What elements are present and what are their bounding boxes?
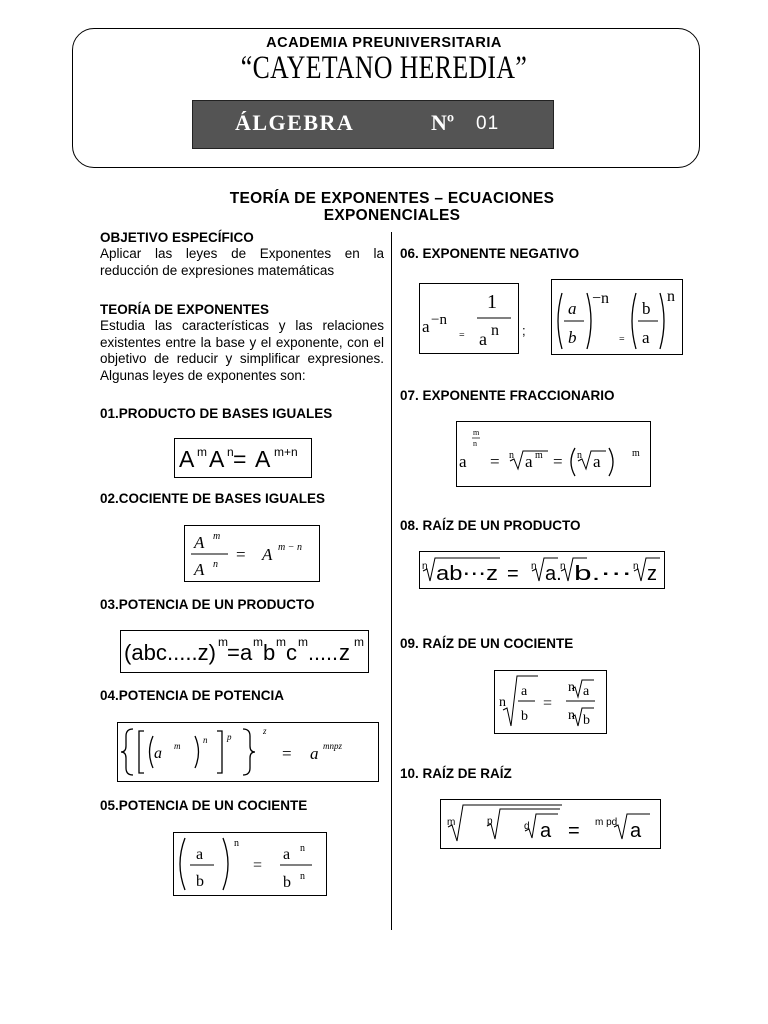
f07-root-index-2: n bbox=[577, 450, 582, 461]
formula-06b-box bbox=[551, 279, 683, 355]
law-number: 02. bbox=[100, 491, 119, 506]
formula-03-box bbox=[120, 630, 369, 673]
f04-exp-m: m bbox=[174, 741, 181, 751]
f08-term-z: z bbox=[647, 563, 657, 585]
f10-index-p: p bbox=[487, 816, 493, 827]
f02-den-exp: n bbox=[213, 559, 218, 570]
title-line-1: TEORÍA DE EXPONENTES – ECUACIONES bbox=[229, 190, 555, 207]
f09-index-1: n bbox=[499, 695, 506, 710]
f04-exp-z: z bbox=[263, 726, 267, 736]
f06b-equals: = bbox=[619, 334, 625, 345]
f03-a: a bbox=[240, 640, 253, 665]
law-title: COCIENTE DE BASES IGUALES bbox=[118, 491, 326, 506]
f02-result-exp: m − n bbox=[278, 542, 302, 553]
f09-index-3: n bbox=[568, 708, 575, 723]
f01-exp-n: n bbox=[227, 445, 234, 459]
f08-index-1: n bbox=[422, 561, 428, 572]
f08-radicand: ab⋯z bbox=[436, 563, 498, 585]
f06-base: a bbox=[422, 317, 430, 336]
f03-dots: ..... bbox=[308, 640, 338, 665]
f03-a-exp: m bbox=[253, 635, 263, 649]
f03-equals: = bbox=[227, 640, 240, 665]
subject-label: ÁLGEBRA bbox=[235, 110, 355, 135]
f02-num-exp: m bbox=[213, 531, 221, 542]
f05-result-num: a bbox=[283, 846, 291, 863]
law-number: 10. bbox=[400, 766, 419, 781]
formula-08-box bbox=[419, 551, 665, 589]
f07-equals-2: = bbox=[553, 452, 563, 471]
f10-radicand: a bbox=[540, 820, 552, 842]
f04-result-exp: mnpz bbox=[323, 741, 343, 751]
f03-b: b bbox=[263, 640, 276, 665]
law-05-heading bbox=[100, 798, 307, 813]
f02-den-base: A bbox=[194, 560, 205, 579]
f05-result-num-exp: n bbox=[300, 843, 305, 854]
f09-res-den: b bbox=[583, 713, 590, 728]
f08-term-b: b.⋯ bbox=[574, 563, 632, 585]
law-title: EXPONENTE FRACCIONARIO bbox=[422, 388, 615, 403]
f01-exp-sum: m+n bbox=[274, 445, 298, 459]
law-title: POTENCIA DE POTENCIA bbox=[118, 688, 285, 703]
formula-02-box bbox=[184, 525, 320, 582]
formula-05-box bbox=[173, 832, 327, 896]
formula-10-box bbox=[440, 799, 661, 849]
law-06-heading bbox=[400, 246, 579, 261]
f07-exp-m: m bbox=[473, 428, 480, 437]
f05-exp-n: n bbox=[234, 838, 239, 849]
f08-index-2: n bbox=[531, 561, 537, 572]
f05-equals: = bbox=[253, 857, 263, 874]
theory-text: Estudia las características y las relaciones existentes entre la base y el exponente, con el objetivo de reducir y simplificar expresiones. Algunas leyes de exponentes son: bbox=[100, 318, 384, 383]
f01-base-1: A bbox=[179, 446, 195, 472]
law-10-heading bbox=[400, 766, 512, 781]
f03-b-exp: m bbox=[276, 635, 286, 649]
formula-06a-box bbox=[419, 283, 519, 354]
law-07-heading bbox=[400, 388, 615, 403]
formula-09-box bbox=[494, 670, 607, 734]
f02-result-base: A bbox=[262, 545, 273, 564]
f01-exp-m: m bbox=[197, 445, 207, 459]
f08-index-4: n bbox=[633, 561, 639, 572]
law-03-heading bbox=[100, 597, 315, 612]
f07-root-index-1: n bbox=[509, 450, 514, 461]
f02-num-base: A bbox=[194, 533, 205, 552]
law-title: POTENCIA DE UN COCIENTE bbox=[118, 798, 308, 813]
law-number: 06. bbox=[400, 246, 419, 261]
formula-04-box bbox=[117, 722, 379, 782]
law-number: 05. bbox=[100, 798, 119, 813]
f06b-res-num: b bbox=[642, 299, 651, 318]
law-02-heading bbox=[100, 491, 325, 506]
f10-index-mpd: m pd bbox=[595, 817, 618, 828]
law-number: 04. bbox=[100, 688, 119, 703]
number-label: Nº bbox=[431, 110, 455, 135]
f07-base: a bbox=[459, 452, 467, 471]
f01-base-2: A bbox=[209, 446, 225, 472]
law-number: 07. bbox=[400, 388, 419, 403]
f08-equals: = bbox=[507, 563, 519, 585]
f06b-exp-neg: −n bbox=[592, 290, 610, 307]
f06b-exp-n: n bbox=[667, 288, 675, 305]
formula-07-box bbox=[456, 421, 651, 487]
document-title bbox=[100, 190, 684, 224]
column-divider bbox=[391, 232, 392, 930]
title-line-2: EXPONENCIALES bbox=[323, 207, 461, 224]
law-01-heading bbox=[100, 406, 332, 421]
f03-z-exp: m bbox=[354, 635, 364, 649]
f03-c: c bbox=[286, 640, 297, 665]
f10-result-radicand: a bbox=[630, 820, 642, 842]
f01-equals: = bbox=[233, 446, 247, 472]
law-title: PRODUCTO DE BASES IGUALES bbox=[118, 406, 333, 421]
objective-text: Aplicar las leyes de Exponentes en la reducción de expresiones matemáticas bbox=[100, 246, 384, 278]
f07-equals-1: = bbox=[490, 452, 500, 471]
f10-index-m: m bbox=[447, 817, 456, 828]
f03-c-exp: m bbox=[298, 635, 308, 649]
f09-res-num: a bbox=[583, 684, 590, 699]
law-number: 01. bbox=[100, 406, 119, 421]
f06-den-exp: n bbox=[491, 322, 499, 339]
law-04-heading bbox=[100, 688, 284, 703]
f08-index-3: n bbox=[560, 561, 566, 572]
f03-z: z bbox=[339, 640, 350, 665]
f06-equals: = bbox=[459, 330, 465, 341]
f06-exp-neg: −n bbox=[431, 312, 447, 328]
f05-den: b bbox=[196, 873, 204, 890]
f07-radicand-2: a bbox=[593, 452, 601, 471]
law-08-heading bbox=[400, 518, 581, 533]
law-title: EXPONENTE NEGATIVO bbox=[422, 246, 580, 261]
f07-exp-n: n bbox=[473, 439, 477, 448]
f06b-num: a bbox=[568, 299, 577, 318]
f05-result-den-exp: n bbox=[300, 871, 305, 882]
f07-outer-exp: m bbox=[632, 448, 640, 459]
f04-exp-p: p bbox=[227, 732, 232, 742]
f05-result-den: b bbox=[283, 874, 291, 891]
law-title: RAÍZ DE UN COCIENTE bbox=[422, 636, 574, 651]
law-number: 03. bbox=[100, 597, 119, 612]
law-title: RAÍZ DE RAÍZ bbox=[422, 766, 512, 781]
f03-product: (abc.....z) bbox=[124, 640, 216, 665]
f05-num: a bbox=[196, 846, 204, 863]
f07-radicand: a bbox=[525, 452, 533, 471]
f06b-res-den: a bbox=[642, 328, 650, 347]
f03-exp-m: m bbox=[218, 635, 228, 649]
number-value: 01 bbox=[476, 113, 500, 134]
theory-heading: TEORÍA DE EXPONENTES bbox=[100, 302, 270, 317]
school-name: “CAYETANO HEREDIA” bbox=[240, 50, 528, 86]
f04-result-base: a bbox=[310, 744, 319, 763]
law-title: POTENCIA DE UN PRODUCTO bbox=[118, 597, 315, 612]
objective-heading: OBJETIVO ESPECÍFICO bbox=[100, 230, 254, 245]
f02-equals: = bbox=[236, 545, 246, 564]
f06-numerator: 1 bbox=[487, 291, 497, 313]
f06-den-base: a bbox=[479, 329, 487, 349]
law-title: RAÍZ DE UN PRODUCTO bbox=[422, 518, 581, 533]
academy-name: ACADEMIA PREUNIVERSITARIA bbox=[266, 35, 502, 51]
f09-num: a bbox=[521, 684, 528, 699]
f09-den: b bbox=[521, 709, 528, 724]
law-number: 09. bbox=[400, 636, 419, 651]
f09-index-2: n bbox=[568, 680, 575, 695]
f08-term-a: a. bbox=[545, 563, 562, 585]
f10-equals: = bbox=[568, 820, 580, 842]
f06-separator: ; bbox=[522, 323, 526, 338]
law-09-heading bbox=[400, 636, 573, 651]
f04-equals: = bbox=[282, 744, 292, 763]
f04-a: a bbox=[154, 745, 162, 762]
f04-exp-n: n bbox=[203, 735, 208, 745]
law-number: 08. bbox=[400, 518, 419, 533]
f09-equals: = bbox=[543, 695, 553, 712]
subject-banner bbox=[192, 100, 554, 149]
f07-radicand-exp: m bbox=[535, 450, 543, 461]
f01-base-3: A bbox=[255, 446, 271, 472]
formula-01-box bbox=[174, 438, 312, 478]
f10-index-d: d bbox=[524, 821, 530, 832]
f06b-den: b bbox=[568, 328, 577, 347]
